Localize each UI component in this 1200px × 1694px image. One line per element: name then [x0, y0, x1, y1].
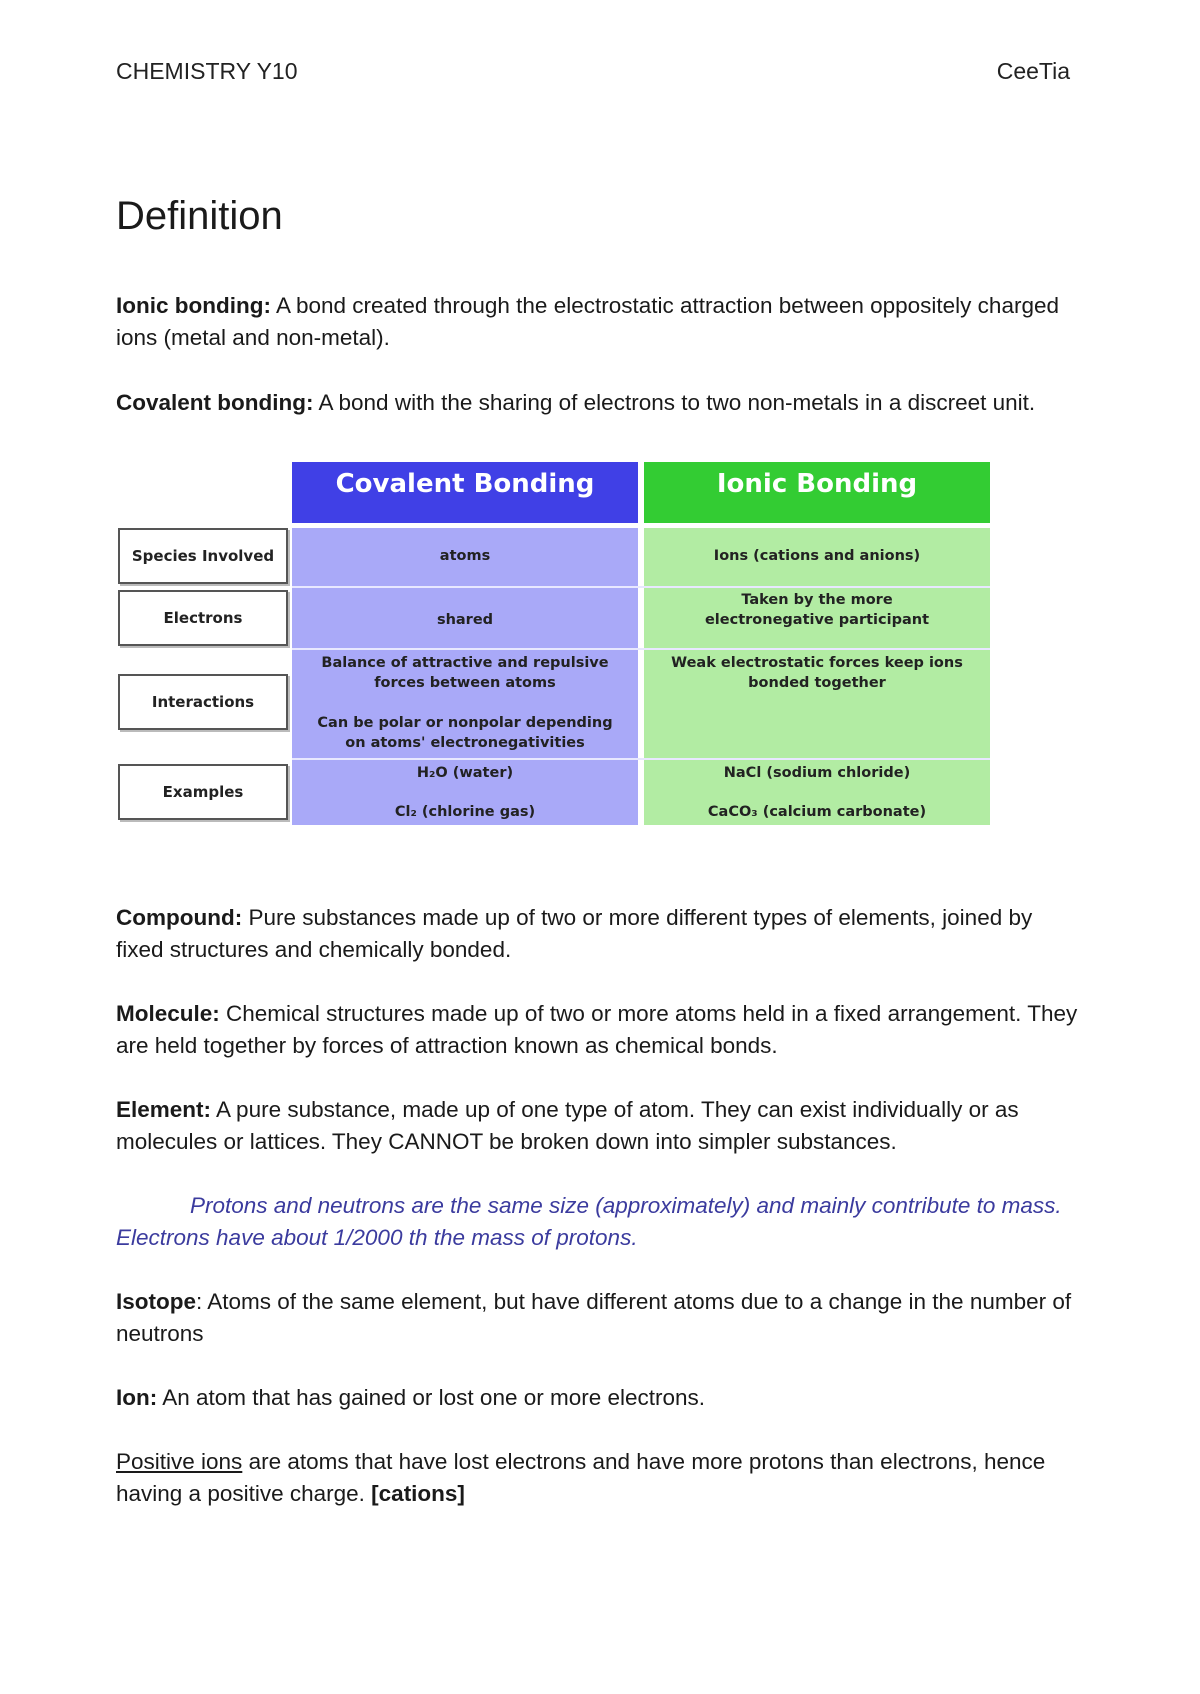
- definition: Pure substances made up of two or more different types of elements, joined by fixed structures and chemically bonded.: [116, 905, 1033, 962]
- definition: A bond created through the electrostatic attraction between oppositely charged ions (metal and non-metal).: [116, 293, 1059, 350]
- cell-ionic-example-2: CaCO₃ (calcium carbonate): [707, 804, 927, 820]
- cell-covalent-example-2: Cl₂ (chlorine gas): [394, 804, 536, 820]
- definition: : Atoms of the same element, but have different atoms due to a change in the number of neutrons: [116, 1289, 1072, 1346]
- label-electrons: Electrons: [118, 590, 288, 646]
- cell-covalent-species: atoms: [439, 548, 491, 564]
- term: Ion:: [116, 1385, 158, 1410]
- def-covalent-bonding: [116, 387, 1084, 419]
- protons-note: Protons and neutrons are the same size (approximately) and mainly contribute to mass. Electrons have about 1/2000 th the mass of protons.: [116, 1193, 1062, 1250]
- cell-ionic-example-1: NaCl (sodium chloride): [723, 765, 911, 781]
- cell-ionic-species: Ions (cations and anions): [713, 548, 921, 564]
- term: Element:: [116, 1097, 212, 1122]
- cell-covalent-interactions-2: Can be polar or nonpolar depending on atoms' electronegativities: [317, 715, 613, 751]
- covalent-header: Covalent Bonding: [292, 462, 638, 523]
- label-interactions: Interactions: [118, 674, 288, 730]
- term: Positive ions: [116, 1449, 243, 1474]
- cations-tag: [cations]: [371, 1481, 465, 1506]
- row-divider: [292, 648, 990, 650]
- term: Compound:: [116, 905, 243, 930]
- def-compound: [116, 902, 1084, 966]
- definition: are atoms that have lost electrons and have more protons than electrons, hence having a positive charge.: [116, 1449, 1046, 1506]
- definition: A pure substance, made up of one type of atom. They can exist individually or as molecules or lattices. They CANNOT be broken down into simpler substances.: [116, 1097, 1019, 1154]
- cell-covalent-interactions-1: Balance of attractive and repulsive forces between atoms: [321, 655, 609, 691]
- term: Ionic bonding:: [116, 293, 271, 318]
- definition: Chemical structures made up of two or more atoms held in a fixed arrangement. They are held together by forces of attraction known as chemical bonds.: [116, 1001, 1078, 1058]
- ionic-header: Ionic Bonding: [644, 462, 990, 523]
- def-isotope: [116, 1286, 1084, 1350]
- cell-covalent-example-1: H₂O (water): [416, 765, 514, 781]
- def-molecule: [116, 998, 1084, 1062]
- definition: An atom that has gained or lost one or more electrons.: [157, 1385, 706, 1410]
- term: Covalent bonding:: [116, 390, 314, 415]
- row-divider: [292, 758, 990, 760]
- label-examples: Examples: [118, 764, 288, 820]
- header-author: CeeTia: [996, 58, 1070, 84]
- label-species-involved: Species Involved: [118, 528, 288, 584]
- def-ion: [116, 1382, 1084, 1414]
- row-divider: [292, 586, 990, 588]
- cell-covalent-electrons: shared: [436, 612, 494, 628]
- term: Isotope: [116, 1289, 197, 1314]
- cell-ionic-interactions: Weak electrostatic forces keep ions bonded together: [671, 655, 963, 691]
- def-element: [116, 1094, 1084, 1158]
- term: Molecule:: [116, 1001, 220, 1026]
- bonding-comparison-table: [116, 460, 996, 826]
- page-title: Definition: [116, 194, 283, 238]
- cell-ionic-electrons: Taken by the more electronegative participant: [704, 592, 930, 628]
- header-subject: CHEMISTRY Y10: [116, 58, 298, 84]
- definition: A bond with the sharing of electrons to two non-metals in a discreet unit.: [313, 390, 1036, 415]
- def-ionic-bonding: [116, 290, 1084, 354]
- def-positive-ions: [116, 1446, 1084, 1510]
